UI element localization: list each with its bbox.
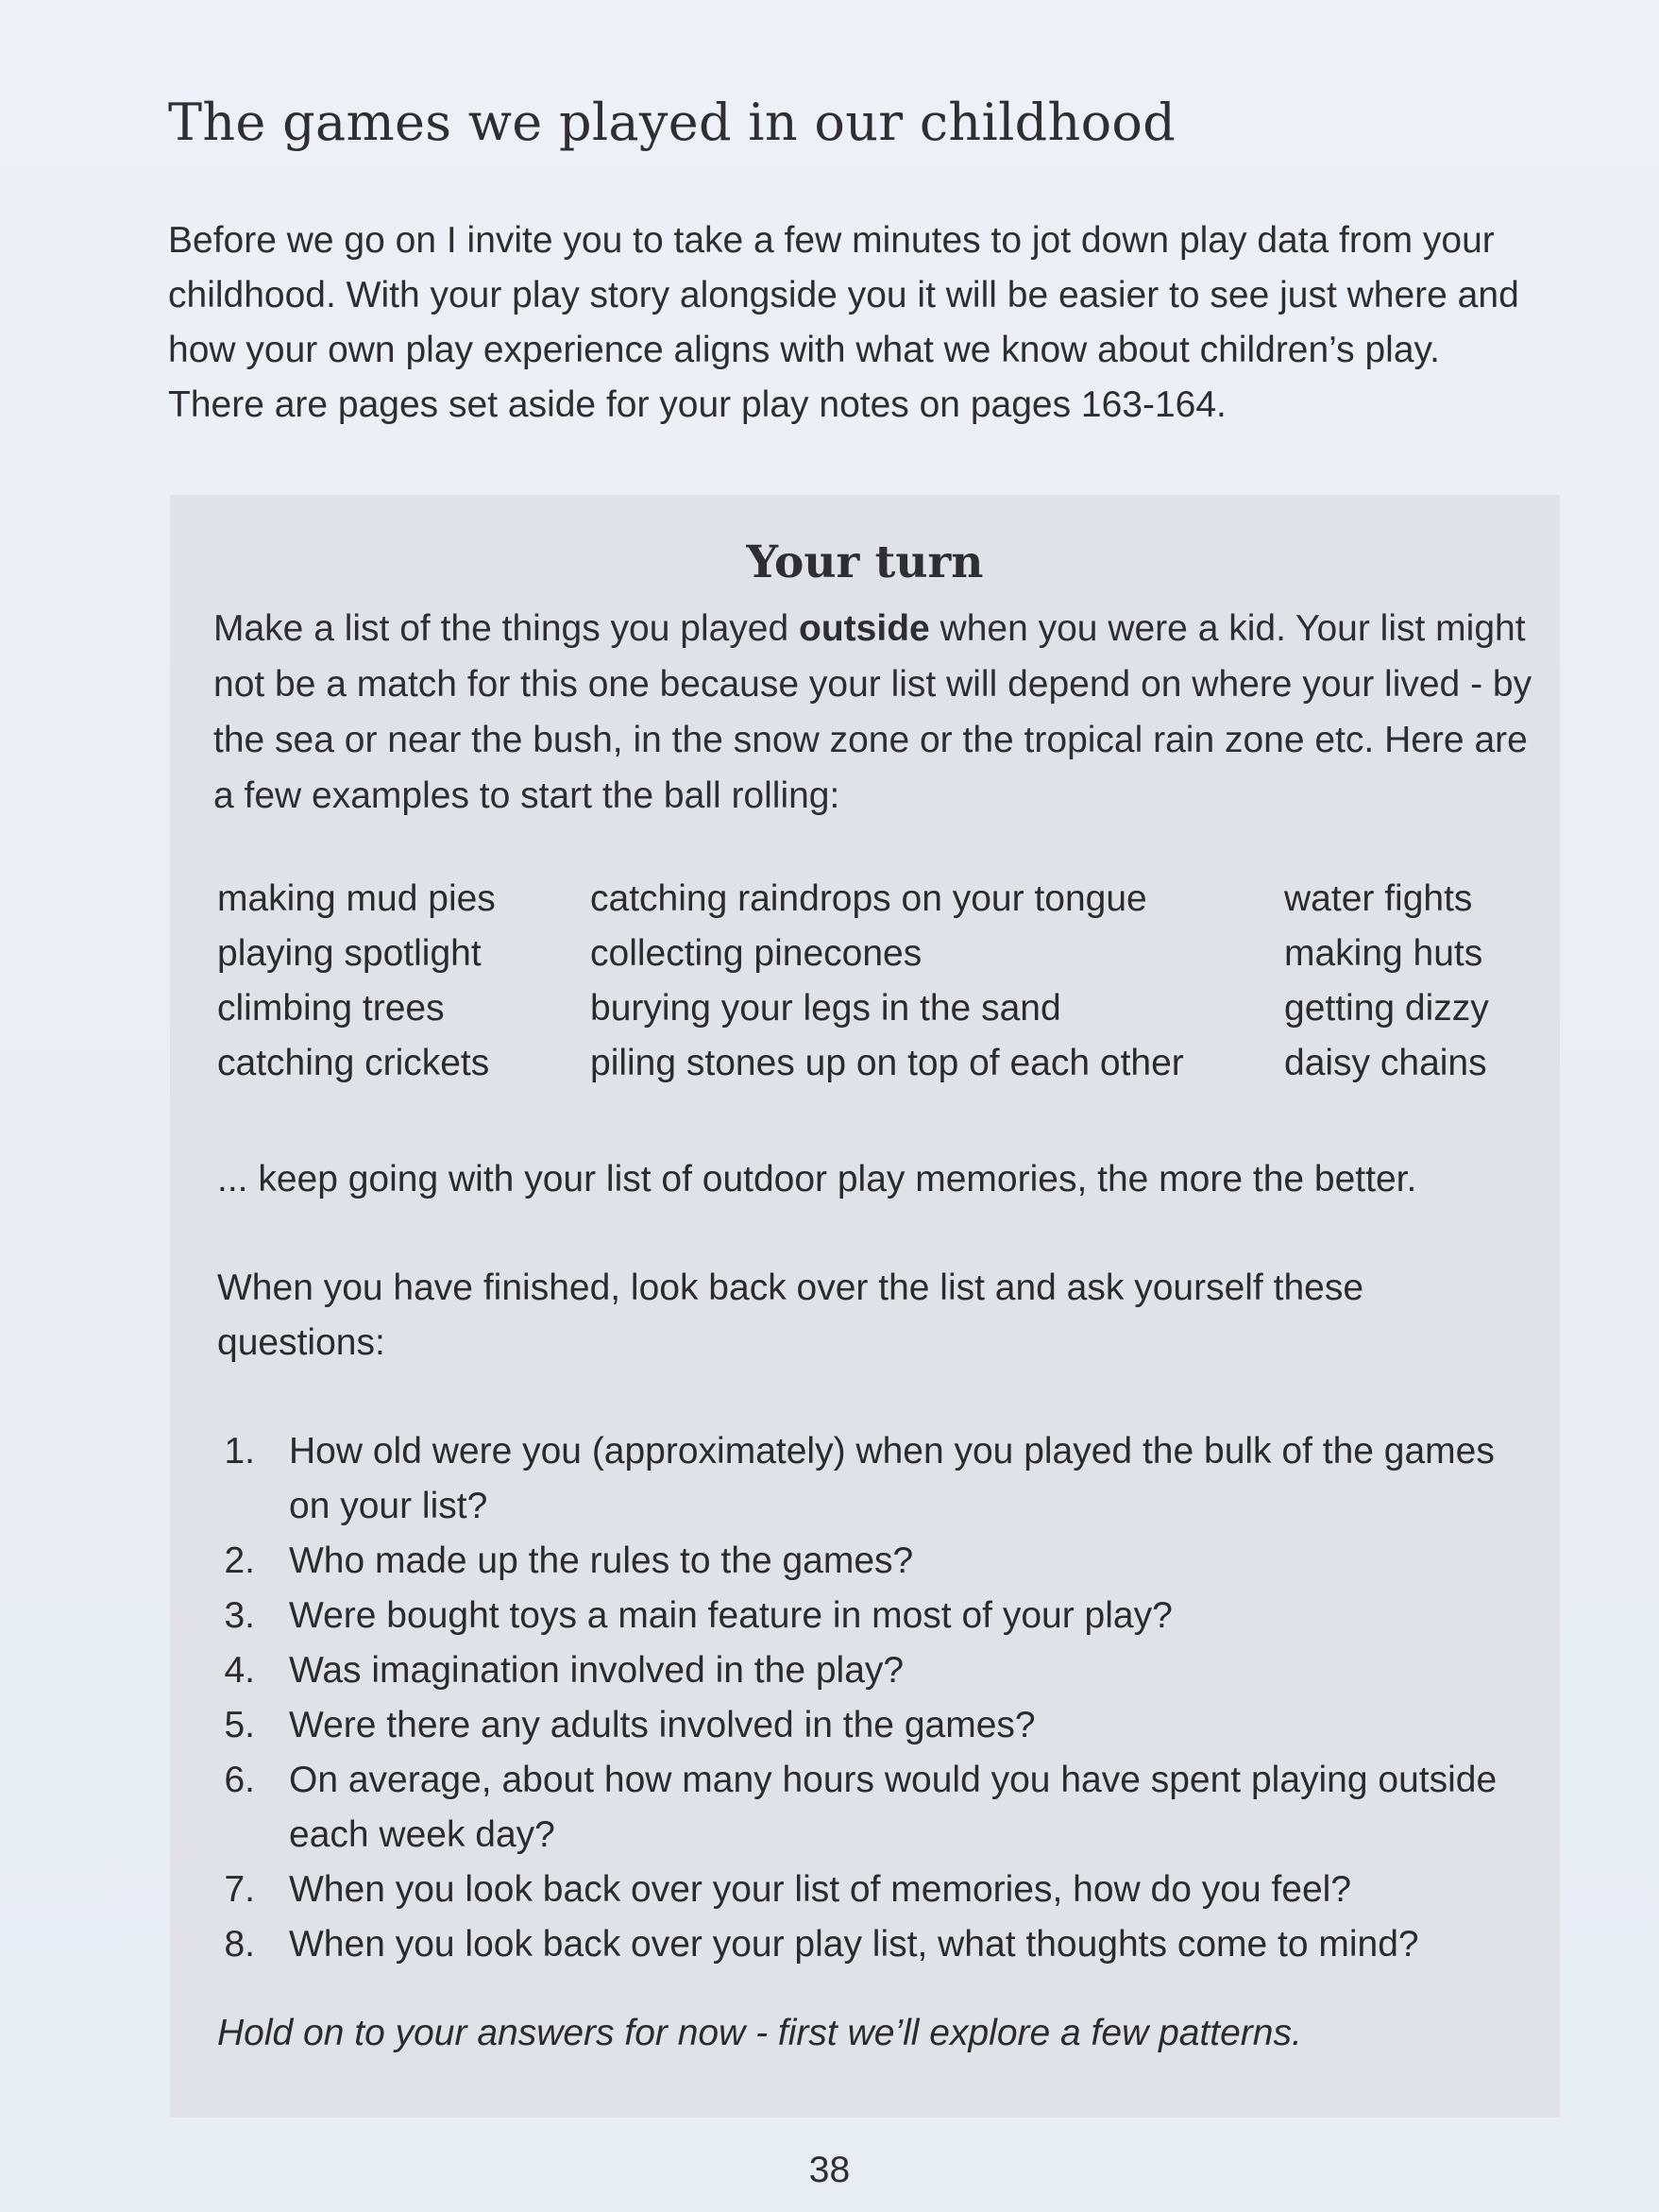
question-text: On average, about how many hours would you have spent playing outside each week day? [289, 1760, 1498, 1855]
questions-list [217, 1424, 1539, 1972]
question-number: 6. [224, 1760, 255, 1800]
question-text: Were there any adults involved in the games? [289, 1705, 1036, 1745]
question-number: 5. [224, 1705, 255, 1745]
question-item [217, 1534, 1539, 1589]
example-item: daisy chains [1284, 1043, 1487, 1083]
example-item: water fights [1284, 878, 1473, 919]
example-item: catching crickets [217, 1043, 490, 1083]
page-number: 38 [808, 2150, 851, 2190]
question-number: 2. [224, 1540, 255, 1581]
your-turn-panel [170, 495, 1560, 2118]
question-text: How old were you (approximately) when you played the bulk of the games on your list? [289, 1431, 1495, 1526]
panel-title: Your turn [746, 536, 984, 588]
page-title: The games we played in our childhood [168, 93, 1177, 152]
intro-paragraph: Before we go on I invite you to take a few minutes to jot down play data from your childhood. With your play story alongside you it will be easier to see just where and how your own play experience aligns with what we know about children’s play. There are pages set aside for your play notes on pages 163-164. [168, 220, 1519, 425]
question-number: 1. [224, 1431, 255, 1472]
question-text: When you look back over your list of memories, how do you feel? [289, 1869, 1352, 1910]
question-item [217, 1863, 1539, 1917]
panel-intro-end: when you were a kid. Your list might not be a match for this one because your list will depend on where your lived - by the sea or near the bush, in the snow zone or the tropical rain zone etc. Here are a few examples to start the ball rolling: [213, 608, 1532, 816]
example-item: making mud pies [217, 878, 496, 919]
question-number: 3. [224, 1595, 255, 1636]
panel-intro-bold-word: outside [799, 608, 930, 649]
example-item: making huts [1284, 933, 1483, 974]
examples-column-3 [1284, 872, 1489, 1091]
example-item: piling stones up on top of each other [590, 1043, 1184, 1083]
examples-column-2 [590, 872, 1184, 1091]
example-item: climbing trees [217, 988, 445, 1029]
example-item: burying your legs in the sand [590, 988, 1061, 1029]
question-text: When you look back over your play list, what thoughts come to mind? [289, 1924, 1419, 1965]
example-item: getting dizzy [1284, 988, 1489, 1029]
examples-column-1 [217, 872, 496, 1091]
panel-intro-start: Make a list of the things you played [213, 608, 800, 649]
question-text: Were bought toys a main feature in most of your play? [289, 1595, 1173, 1636]
question-text: Who made up the rules to the games? [289, 1540, 914, 1581]
question-item [217, 1643, 1539, 1698]
keep-going-text: ... keep going with your list of outdoor play memories, the more the better. [217, 1159, 1417, 1200]
question-item [217, 1698, 1539, 1753]
panel-intro-paragraph [213, 601, 1535, 824]
question-number: 4. [224, 1650, 255, 1691]
question-number: 7. [224, 1869, 255, 1910]
question-item [217, 1589, 1539, 1643]
example-item: catching raindrops on your tongue [590, 878, 1147, 919]
question-text: Was imagination involved in the play? [289, 1650, 905, 1691]
question-item [217, 1753, 1539, 1863]
question-item [217, 1917, 1539, 1972]
example-item: collecting pinecones [590, 933, 923, 974]
question-item [217, 1424, 1539, 1534]
questions-intro: When you have finished, look back over the list and ask yourself these questions: [217, 1268, 1364, 1363]
example-item: playing spotlight [217, 933, 482, 974]
closing-note: Hold on to your answers for now - first we’ll explore a few patterns. [217, 2013, 1302, 2053]
question-number: 8. [224, 1924, 255, 1965]
